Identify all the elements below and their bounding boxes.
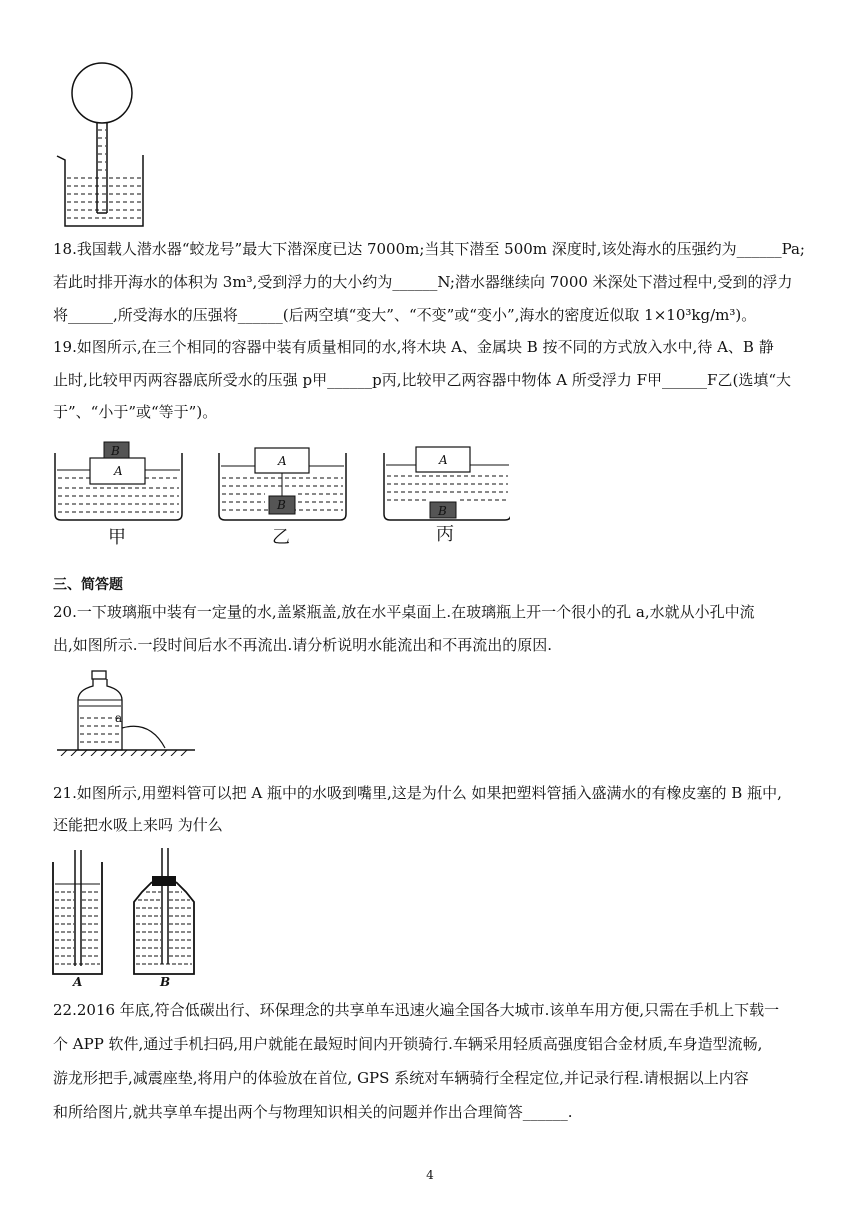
section-heading: 三、简答题 <box>53 577 123 593</box>
container-jia <box>55 442 182 520</box>
block-a-label-yi: A <box>278 454 287 468</box>
container-bing <box>384 447 510 520</box>
bottle-a <box>53 850 102 988</box>
q22-line-4: 和所给图片,就共享单车提出两个与物理知识相关的问题并作出合理简答______. <box>53 1103 573 1121</box>
caption-bing: 丙 <box>436 524 454 545</box>
q21-line-2: 还能把水吸上来吗 为什么 <box>53 816 223 834</box>
flask-beaker-figure <box>55 60 155 230</box>
caption-jia: 甲 <box>108 527 126 548</box>
q22-line-1: 22.2016 年底,符合低碳出行、环保理念的共享单车迅速火遍全国各大城市.该单车用方便,只需在手机上下载一 <box>53 1001 780 1019</box>
q18-line-2: 若此时排开海水的体积为 3m³,受到浮力的大小约为______N;潜水器继续向 7000 米深处下潜过程中,受到的浮力 <box>53 273 793 291</box>
page-number: 4 <box>426 1168 434 1182</box>
q22-line-2: 个 APP 软件,通过手机扫码,用户就能在最短时间内开锁骑行.车辆采用轻质高强度铝合金材质,车身造型流畅, <box>53 1035 763 1053</box>
q19-line-2: 止时,比较甲丙两容器底所受水的压强 p甲______p丙,比较甲乙两容器中物体 A 所受浮力 F甲______F乙(选填“大 <box>53 371 791 389</box>
container-yi <box>219 448 346 520</box>
hole-a-label: a <box>115 711 123 725</box>
bottle-b <box>134 848 194 988</box>
q20-line-2: 出,如图所示.一段时间后水不再流出.请分析说明水能流出和不再流出的原因. <box>53 636 553 654</box>
q18-line-1: 18.我国载人潜水器“蛟龙号”最大下潜深度已达 7000m;当其下潜至 500m 深度时,该处海水的压强约为______Pa; <box>53 240 805 258</box>
bottle-hole-figure <box>55 668 215 756</box>
block-a-label: A <box>114 464 123 478</box>
block-b-label-yi: B <box>277 498 286 512</box>
q20-line-1: 20.一下玻璃瓶中装有一定量的水,盖紧瓶盖,放在水平桌面上.在玻璃瓶上开一个很小的孔 a,水就从小孔中流 <box>53 603 755 621</box>
q19-line-3: 于”、“小于”或“等于”)。 <box>53 403 218 421</box>
block-a-label-bing: A <box>439 453 448 467</box>
q18-line-3: 将______,所受海水的压强将______(后两空填“变大”、“不变”或“变小”,海水的密度近似取 1×10³kg/m³)。 <box>53 306 757 324</box>
q19-line-1: 19.如图所示,在三个相同的容器中装有质量相同的水,将木块 A、金属块 B 按不同的方式放入水中,待 A、B 静 <box>53 338 774 356</box>
block-b-label: B <box>111 444 120 458</box>
block-b-label-bing: B <box>438 504 447 518</box>
bottle-b-label: B <box>160 975 171 988</box>
bottle-a-label: A <box>73 975 83 988</box>
three-containers-figure <box>50 438 510 528</box>
two-bottles-straw-figure <box>50 846 210 988</box>
q21-line-1: 21.如图所示,用塑料管可以把 A 瓶中的水吸到嘴里,这是为什么 如果把塑料管插入盛满水的有橡皮塞的 B 瓶中, <box>53 784 782 802</box>
caption-yi: 乙 <box>272 527 290 548</box>
q22-line-3: 游龙形把手,减震座垫,将用户的体验放在首位, GPS 系统对车辆骑行全程定位,并记录行程.请根据以上内容 <box>53 1069 749 1087</box>
